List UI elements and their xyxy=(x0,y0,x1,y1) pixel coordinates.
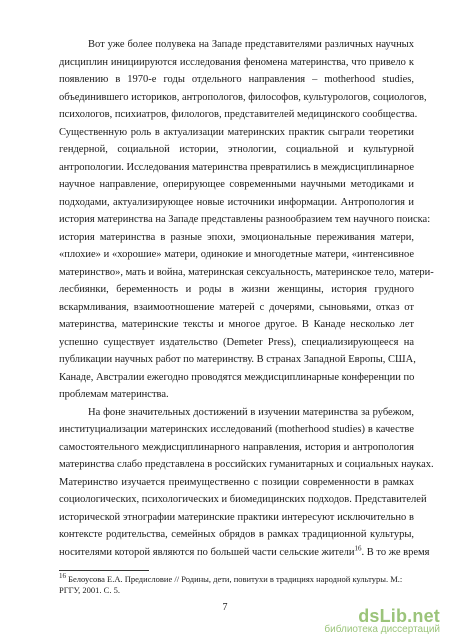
paragraph-1-line: Канаде, Австралии ежегодно проводятся междисциплинарные конференции по xyxy=(59,371,415,383)
footnote-text: Белоусова Е.А. Предисловие // Родины, дети, повитухи в традициях народной культуры. М.: РГГУ, 2001. С. 5. xyxy=(59,573,403,595)
paragraph-1-line: антропологии. Исследования материнства превратились в междисциплинарное xyxy=(59,161,414,173)
footnote-ref[interactable]: 16 xyxy=(354,544,362,552)
paragraph-1-line: материнства, материнские тексты и многое другое. В Канаде несколько лет xyxy=(59,319,414,330)
footnote-separator xyxy=(59,570,149,571)
paragraph-2-line: материнства слабо представлена в российских гуманитарных и социальных науках. xyxy=(59,459,434,470)
paragraph-1-line: гендерной, социальной истории, этнологии, социальной и культурной xyxy=(59,144,414,155)
paragraph-1-line: публикации научных работ по материнству. В странах Западной Европы, США, xyxy=(59,354,416,365)
paragraph-1-line: Вот уже более полувека на Западе представителями различных научных xyxy=(88,39,414,50)
paragraph-2-line xyxy=(59,544,430,563)
paragraph-1-line: проблемам материнства. xyxy=(59,389,169,400)
paragraph-1-line: Существенную роль в актуализации материнских практик сыграли теоретики xyxy=(59,126,414,138)
footnote-number: 16 xyxy=(59,571,66,580)
paragraph-2-line: контексте родительства, семейных обрядов в рамках традиционной культуры, xyxy=(59,529,414,540)
watermark-logo: dsLib.net xyxy=(358,606,440,626)
paragraph-1-line: объединившего историков, антропологов, философов, культурологов, социологов, xyxy=(59,91,427,103)
paragraph-2-line: институциализации материнских исследований (motherhood studies) в качестве xyxy=(59,424,414,435)
paragraph-2-line-tail: . В то же время xyxy=(361,546,430,558)
paragraph-1-line: успешно существует издательство (Demeter Press), специализирующееся на xyxy=(59,336,414,348)
paragraph-1-line: «плохие» и «хорошие» матери, одинокие и многодетные матери, «интенсивное xyxy=(59,249,414,260)
paragraph-2-line-text: носителями которой являются по большей части сельские жители xyxy=(59,546,355,558)
paragraph-1-line: история материнства на Западе представлены разнообразием тем научного поиска: xyxy=(59,214,431,225)
paragraph-1-line: вскармливания, взаимоотношение матерей с дочерями, сыновьями, отказ от xyxy=(59,301,414,313)
paragraph-1-line: лесбиянки, беременность и роды в жизни женщины, история грудного xyxy=(59,284,414,295)
page-number: 7 xyxy=(222,601,228,613)
paragraph-1-line: появлению в 1970-е годы отдельного направления – motherhood studies, xyxy=(59,74,414,85)
paragraph-2-line: самостоятельного междисциплинарного направления, история и антропология xyxy=(59,441,414,453)
paragraph-2-line: На фоне значительных достижений в изучении материнства за рубежом, xyxy=(88,406,414,418)
paragraph-1-line: психологов, психиатров, филологов, представителей медицинского сообщества. xyxy=(59,109,418,120)
paragraph-1-line: подходами, актуализирующее новые источники информации. Антропология и xyxy=(59,196,414,208)
watermark-subtitle: библиотека диссертаций xyxy=(324,624,440,635)
paragraph-1-line: история материнства в разные эпохи, эмоциональные переживания матери, xyxy=(59,231,414,243)
paragraph-1-line: материнство», мать и война, материнская сексуальность, материнское тело, матери- xyxy=(59,266,434,278)
paragraph-1-line: научное направление, оперирующее современными научными методиками и xyxy=(59,179,414,190)
paragraph-1-line: дисциплин инициируются исследования феномена материнства, что привело к xyxy=(59,56,414,68)
paragraph-2-line: исторической этнографии материнские практики интересуют исключительно в xyxy=(59,511,414,523)
footnote xyxy=(59,571,419,596)
paragraph-2-line: социологических, психологических и биомедицинских подходов. Представителей xyxy=(59,494,427,505)
paragraph-2-line: Материнство изучается преимущественно с позиции современности в рамках xyxy=(59,476,414,488)
site-watermark xyxy=(324,606,440,635)
